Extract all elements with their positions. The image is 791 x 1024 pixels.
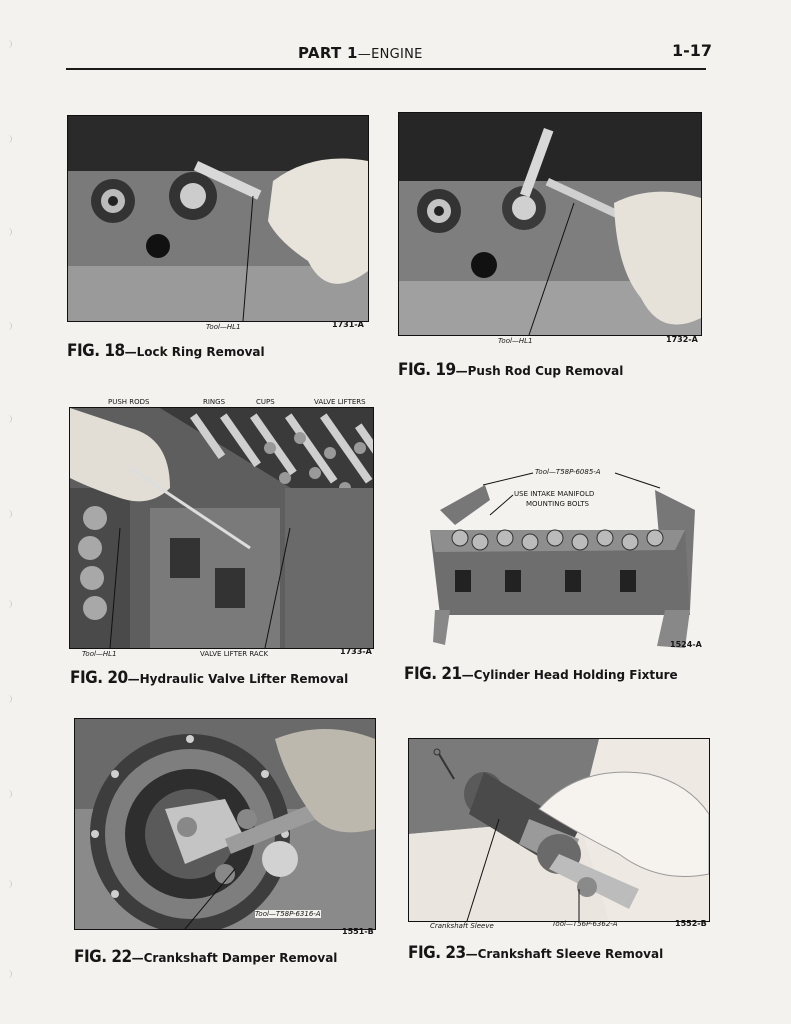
margin-mark: [6, 322, 12, 330]
fig22-number: FIG. 22: [74, 947, 132, 967]
fig20-label-rings: RINGS: [203, 398, 226, 406]
fig23-code: 1552-B: [675, 919, 707, 928]
fig22-code: 1551-B: [342, 927, 374, 936]
fig18-number: FIG. 18: [67, 341, 125, 361]
fig20-rack-label: VALVE LIFTER RACK: [200, 650, 269, 658]
fig19-title: Push Rod Cup Removal: [467, 364, 624, 378]
fig21-note-line1: USE INTAKE MANIFOLD: [514, 490, 595, 498]
fig19-code: 1732-A: [666, 335, 698, 344]
margin-mark: [6, 880, 12, 888]
fig20-label-valve-lifters: VALVE LIFTERS: [314, 398, 366, 406]
page-number: 1-17: [672, 41, 713, 60]
fig23-photo: [408, 738, 710, 922]
fig18-title: Lock Ring Removal: [136, 345, 265, 359]
page-header: PART 1—ENGINE: [298, 44, 423, 62]
header-rule: [66, 68, 706, 70]
fig20-photo: [69, 407, 374, 649]
margin-mark: [6, 790, 12, 798]
fig22-tool-label: Tool—T58P-6316-A: [255, 910, 321, 918]
margin-mark: [6, 228, 12, 236]
fig23-number: FIG. 23: [408, 943, 466, 963]
fig23-sleeve-label: Crankshaft Sleeve: [430, 922, 494, 930]
margin-mark: [6, 695, 12, 703]
fig20-code: 1733-A: [340, 647, 372, 656]
margin-mark: [6, 135, 12, 143]
fig18-tool-label: Tool—HL1: [206, 323, 241, 331]
fig22-caption: FIG. 22—Crankshaft Damper Removal: [74, 947, 338, 967]
margin-mark: [6, 510, 12, 518]
fig19-number: FIG. 19: [398, 360, 456, 380]
fig23-title: Crankshaft Sleeve Removal: [477, 947, 664, 961]
fig18-code: 1731-A: [332, 320, 364, 329]
fig20-label-cups: CUPS: [256, 398, 275, 406]
fig19-photo: [398, 112, 702, 336]
fig21-photo: [405, 470, 705, 650]
fig23-caption: FIG. 23—Crankshaft Sleeve Removal: [408, 943, 664, 963]
section-label: ENGINE: [371, 47, 423, 62]
part-label: PART 1: [298, 44, 358, 62]
fig21-note-line2: MOUNTING BOLTS: [526, 500, 589, 508]
fig21-title: Cylinder Head Holding Fixture: [473, 668, 678, 682]
fig20-tool-label: Tool—HL1: [82, 650, 117, 658]
margin-mark: [6, 40, 12, 48]
fig21-number: FIG. 21: [404, 664, 462, 684]
fig23-tool-label: Tool—T56P-6362-A: [552, 920, 618, 928]
fig21-caption: FIG. 21—Cylinder Head Holding Fixture: [404, 664, 678, 684]
fig20-title: Hydraulic Valve Lifter Removal: [139, 672, 349, 686]
fig20-label-push-rods: PUSH RODS: [108, 398, 150, 406]
fig20-caption: FIG. 20—Hydraulic Valve Lifter Removal: [70, 668, 349, 688]
fig18-caption: FIG. 18—Lock Ring Removal: [67, 341, 265, 361]
fig20-number: FIG. 20: [70, 668, 128, 688]
margin-mark: [6, 600, 12, 608]
fig18-photo: [67, 115, 369, 322]
fig19-tool-label: Tool—HL1: [498, 337, 533, 345]
fig21-code: 1524-A: [670, 640, 702, 649]
fig22-photo: [74, 718, 376, 930]
margin-mark: [6, 415, 12, 423]
fig22-title: Crankshaft Damper Removal: [143, 951, 338, 965]
fig21-tool-label: Tool—T58P-6085-A: [535, 468, 601, 476]
fig19-caption: FIG. 19—Push Rod Cup Removal: [398, 360, 624, 380]
margin-mark: [6, 970, 12, 978]
